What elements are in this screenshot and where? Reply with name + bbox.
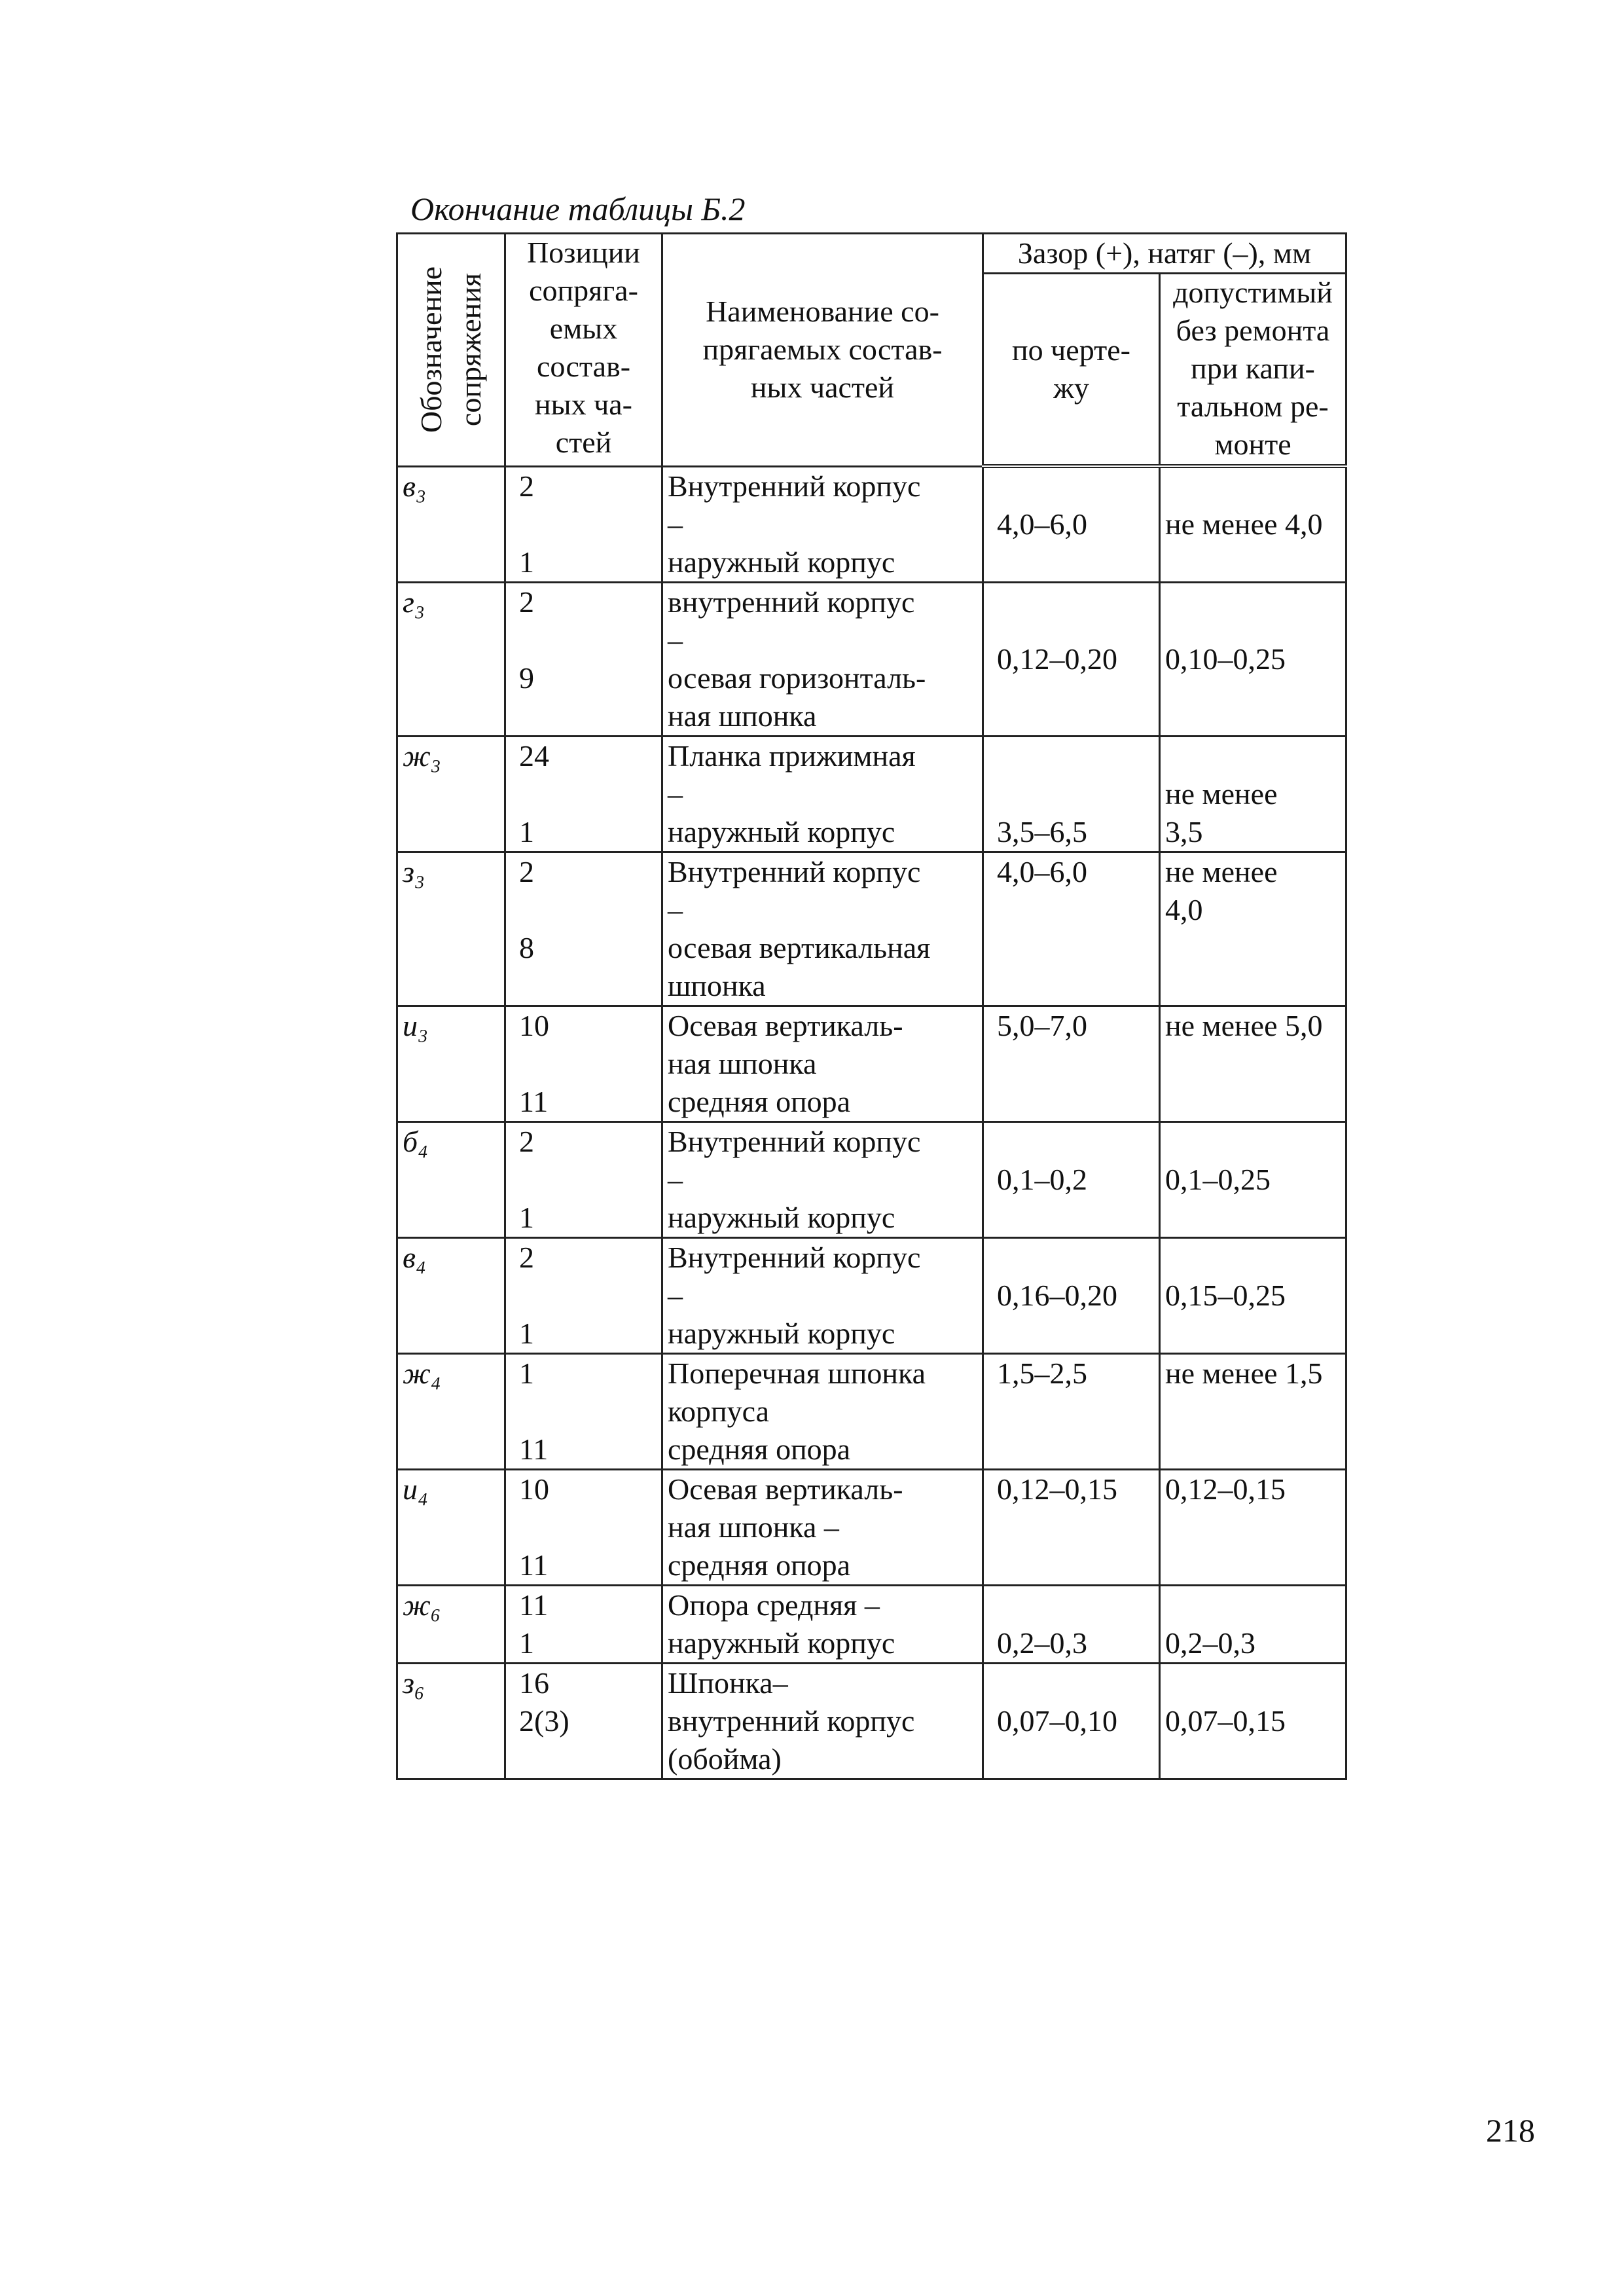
position-number bbox=[519, 621, 657, 659]
allowed-clearance-cell: 0,2–0,3 bbox=[1160, 1585, 1346, 1663]
table-row bbox=[397, 1121, 1346, 1237]
table-row bbox=[397, 582, 1346, 736]
part-name-line: осевая горизонталь- bbox=[668, 661, 926, 695]
part-names-cell bbox=[662, 582, 983, 736]
drawing-clearance-cell: 1,5–2,5 bbox=[983, 1353, 1160, 1469]
part-name-line: Поперечная шпонка bbox=[668, 1356, 926, 1390]
drawing-clearance-cell: 3,5–6,5 bbox=[983, 736, 1160, 852]
position-number: 11 bbox=[519, 1432, 549, 1466]
part-name-line: – bbox=[668, 776, 683, 811]
position-number bbox=[519, 891, 657, 929]
header-allowed-line: допустимый bbox=[1173, 276, 1333, 309]
part-name-line: – bbox=[668, 623, 683, 657]
position-number: 11 bbox=[519, 1548, 549, 1582]
header-part-names-line: ных частей bbox=[750, 371, 895, 405]
positions-cell bbox=[505, 736, 662, 852]
part-name-line: наружный корпус bbox=[668, 545, 895, 579]
part-names-cell bbox=[662, 1469, 983, 1585]
part-name-line: Внутренний корпус bbox=[668, 854, 921, 888]
header-designation bbox=[397, 234, 505, 467]
mating-code-cell: г₃ bbox=[397, 582, 505, 736]
mating-parts-table bbox=[396, 232, 1347, 1780]
table-row bbox=[397, 1469, 1346, 1585]
position-number: 2 bbox=[519, 1124, 534, 1158]
positions-cell bbox=[505, 1353, 662, 1469]
part-name-line: наружный корпус bbox=[668, 1200, 895, 1234]
positions-cell bbox=[505, 582, 662, 736]
allowed-clearance-cell: 0,15–0,25 bbox=[1160, 1237, 1346, 1353]
part-name-line: средняя опора bbox=[668, 1084, 851, 1118]
header-allowed bbox=[1160, 274, 1346, 467]
header-positions bbox=[505, 234, 662, 467]
position-number bbox=[519, 1161, 657, 1199]
part-name-line: внутренний корпус bbox=[668, 585, 915, 619]
position-number bbox=[519, 1393, 657, 1430]
table-caption: Окончание таблицы Б.2 bbox=[410, 191, 746, 227]
part-names-cell bbox=[662, 1121, 983, 1237]
part-name-line: средняя опора bbox=[668, 1548, 851, 1582]
position-number: 2 bbox=[519, 1240, 534, 1274]
position-number bbox=[519, 505, 657, 543]
part-name-line: наружный корпус bbox=[668, 1316, 895, 1350]
part-name-line: средняя опора bbox=[668, 1432, 851, 1466]
allowed-clearance-cell: 0,12–0,15 bbox=[1160, 1469, 1346, 1585]
allowed-clearance-cell: 0,07–0,15 bbox=[1160, 1663, 1346, 1779]
header-positions-line: состав- bbox=[536, 350, 631, 383]
mating-code-cell: ж₆ bbox=[397, 1585, 505, 1663]
drawing-clearance-cell: 4,0–6,0 bbox=[983, 852, 1160, 1006]
part-name-line: – bbox=[668, 892, 683, 926]
table-row bbox=[397, 1663, 1346, 1779]
position-number: 1 bbox=[519, 1200, 534, 1234]
positions-cell bbox=[505, 1237, 662, 1353]
mating-code-cell: ж₃ bbox=[397, 736, 505, 852]
part-name-line: (обойма) bbox=[668, 1741, 782, 1776]
mating-code-cell: б₄ bbox=[397, 1121, 505, 1237]
positions-cell bbox=[505, 1469, 662, 1585]
position-number bbox=[519, 1508, 657, 1546]
part-name-line: внутренний корпус bbox=[668, 1704, 915, 1738]
allowed-clearance-cell: не менее 3,5 bbox=[1160, 736, 1346, 852]
positions-cell bbox=[505, 1663, 662, 1779]
drawing-clearance-cell: 4,0–6,0 bbox=[983, 466, 1160, 582]
table-row bbox=[397, 736, 1346, 852]
position-number bbox=[519, 775, 657, 813]
allowed-clearance-cell: не менее 4,0 bbox=[1160, 466, 1346, 582]
part-names-cell bbox=[662, 1585, 983, 1663]
position-number: 24 bbox=[519, 738, 549, 773]
mating-code-cell: и₄ bbox=[397, 1469, 505, 1585]
part-names-cell bbox=[662, 1006, 983, 1121]
header-by-drawing-line: по черте- bbox=[1012, 333, 1130, 367]
position-number: 10 bbox=[519, 1008, 549, 1042]
position-number bbox=[519, 1045, 657, 1083]
drawing-clearance-cell: 0,1–0,2 bbox=[983, 1121, 1160, 1237]
position-number: 1 bbox=[519, 545, 534, 579]
table-row bbox=[397, 1006, 1346, 1121]
mating-code-cell: з₃ bbox=[397, 852, 505, 1006]
position-number: 2 bbox=[519, 585, 534, 619]
position-number: 11 bbox=[519, 1084, 549, 1118]
mating-code-cell: ж₄ bbox=[397, 1353, 505, 1469]
header-part-names-line: Наименование со- bbox=[706, 295, 939, 329]
header-part-names-line: прягаемых состав- bbox=[702, 333, 943, 367]
part-name-line: наружный корпус bbox=[668, 814, 895, 848]
positions-cell bbox=[505, 1121, 662, 1237]
mating-code-cell: в₄ bbox=[397, 1237, 505, 1353]
part-name-line: Осевая вертикаль- bbox=[668, 1008, 903, 1042]
part-names-cell bbox=[662, 1663, 983, 1779]
header-row-1 bbox=[397, 234, 1346, 274]
part-names-cell bbox=[662, 736, 983, 852]
positions-cell bbox=[505, 1006, 662, 1121]
position-number: 10 bbox=[519, 1472, 549, 1506]
header-allowed-line: без ремонта bbox=[1176, 314, 1330, 347]
part-name-line: ная шпонка bbox=[668, 1046, 817, 1080]
drawing-clearance-cell: 5,0–7,0 bbox=[983, 1006, 1160, 1121]
header-allowed-line: монте bbox=[1214, 428, 1291, 461]
table-row bbox=[397, 1353, 1346, 1469]
part-name-line: ная шпонка bbox=[668, 699, 817, 733]
part-name-line: корпуса bbox=[668, 1394, 770, 1428]
table-row bbox=[397, 1585, 1346, 1663]
drawing-clearance-cell: 0,12–0,15 bbox=[983, 1469, 1160, 1585]
position-number bbox=[519, 1277, 657, 1315]
part-names-cell bbox=[662, 852, 983, 1006]
header-positions-line: Позиции bbox=[527, 236, 640, 269]
positions-cell bbox=[505, 852, 662, 1006]
part-name-line: – bbox=[668, 1162, 683, 1196]
position-number: 9 bbox=[519, 661, 534, 695]
allowed-clearance-cell: не менее 4,0 bbox=[1160, 852, 1346, 1006]
position-number: 16 bbox=[519, 1666, 549, 1700]
drawing-clearance-cell: 0,07–0,10 bbox=[983, 1663, 1160, 1779]
part-name-line: Внутренний корпус bbox=[668, 1240, 921, 1274]
part-name-line: наружный корпус bbox=[668, 1626, 895, 1660]
part-name-line: Внутренний корпус bbox=[668, 469, 921, 503]
part-name-line: шпонка bbox=[668, 968, 766, 1002]
header-positions-line: емых bbox=[549, 312, 618, 345]
header-by-drawing-line: жу bbox=[1053, 371, 1089, 405]
table-body bbox=[397, 466, 1346, 1779]
mating-code-cell: в₃ bbox=[397, 466, 505, 582]
part-names-cell bbox=[662, 1353, 983, 1469]
table-row bbox=[397, 852, 1346, 1006]
header-clearance: Зазор (+), натяг (–), мм bbox=[983, 234, 1346, 274]
drawing-clearance-cell: 0,2–0,3 bbox=[983, 1585, 1160, 1663]
part-name-line: Внутренний корпус bbox=[668, 1124, 921, 1158]
allowed-clearance-cell: не менее 1,5 bbox=[1160, 1353, 1346, 1469]
position-number: 2 bbox=[519, 854, 534, 888]
header-allowed-line: при капи- bbox=[1191, 352, 1315, 385]
header-by-drawing bbox=[983, 274, 1160, 467]
part-name-line: Планка прижимная bbox=[668, 738, 916, 773]
positions-cell bbox=[505, 466, 662, 582]
header-designation-line: Обозначение bbox=[414, 266, 448, 433]
position-number: 1 bbox=[519, 1626, 534, 1660]
header-part-names bbox=[662, 234, 983, 467]
position-number: 2(3) bbox=[519, 1704, 569, 1738]
position-number: 1 bbox=[519, 814, 534, 848]
part-names-cell bbox=[662, 1237, 983, 1353]
drawing-clearance-cell: 0,16–0,20 bbox=[983, 1237, 1160, 1353]
allowed-clearance-cell: не менее 5,0 bbox=[1160, 1006, 1346, 1121]
position-number: 8 bbox=[519, 930, 534, 964]
part-name-line: Осевая вертикаль- bbox=[668, 1472, 903, 1506]
allowed-clearance-cell: 0,10–0,25 bbox=[1160, 582, 1346, 736]
part-name-line: ная шпонка – bbox=[668, 1510, 839, 1544]
part-name-line: – bbox=[668, 507, 683, 541]
header-positions-line: ных ча- bbox=[535, 388, 632, 421]
part-name-line: Опора средняя – bbox=[668, 1588, 880, 1622]
part-names-cell bbox=[662, 466, 983, 582]
positions-cell bbox=[505, 1585, 662, 1663]
allowed-clearance-cell: 0,1–0,25 bbox=[1160, 1121, 1346, 1237]
table-row bbox=[397, 1237, 1346, 1353]
page-number: 218 bbox=[1486, 2112, 1535, 2149]
header-positions-line: стей bbox=[555, 426, 612, 459]
position-number: 1 bbox=[519, 1316, 534, 1350]
mating-code-cell: з₆ bbox=[397, 1663, 505, 1779]
table-row bbox=[397, 466, 1346, 582]
header-allowed-line: тальном ре- bbox=[1177, 390, 1329, 423]
header-designation-line: сопряжения bbox=[454, 273, 487, 427]
position-number: 2 bbox=[519, 469, 534, 503]
header-positions-line: сопряга- bbox=[529, 274, 638, 307]
mating-code-cell: и₃ bbox=[397, 1006, 505, 1121]
position-number: 1 bbox=[519, 1356, 534, 1390]
position-number: 11 bbox=[519, 1588, 549, 1622]
part-name-line: Шпонка– bbox=[668, 1666, 788, 1700]
part-name-line: – bbox=[668, 1278, 683, 1312]
part-name-line: осевая вертикальная bbox=[668, 930, 931, 964]
drawing-clearance-cell: 0,12–0,20 bbox=[983, 582, 1160, 736]
